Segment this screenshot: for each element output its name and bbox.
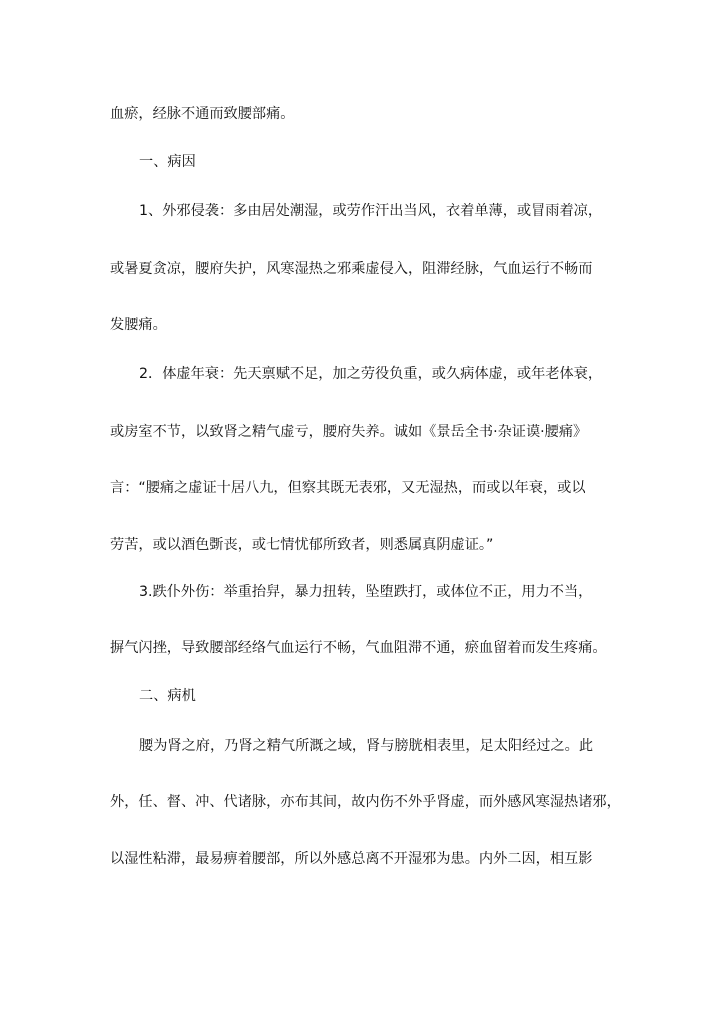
text-line: 或房室不节，以致肾之精气虚亏，腰府失养。诚如《景岳全书·杂证谟·腰痛》 bbox=[110, 424, 588, 440]
text-line: 3.跌仆外伤：举重抬舁，暴力扭转，坠堕跌打，或体位不正，用力不当， bbox=[139, 584, 593, 600]
text-line: 摒气闪挫，导致腰部经络气血运行不畅，气血阻滞不通，瘀血留着而发生疼痛。 bbox=[110, 640, 607, 656]
text-line: 以湿性粘滞，最易痹着腰部，所以外感总离不开湿邪为患。内外二因，相互影 bbox=[110, 851, 593, 867]
text-line: 血瘀，经脉不通而致腰部痛。 bbox=[110, 106, 295, 122]
text-line: 1、外邪侵袭：多由居处潮湿，或劳作汗出当风，衣着单薄，或冒雨着凉， bbox=[139, 203, 603, 219]
text-line: 言：“腰痛之虚证十居八九，但察其既无表邪，又无湿热，而或以年衰，或以 bbox=[110, 480, 586, 496]
text-line: 外，任、督、冲、代诸脉，亦布其间，故内伤不外乎肾虚，而外感风寒湿热诸邪， bbox=[110, 794, 621, 810]
section-heading: 二、病机 bbox=[139, 688, 196, 704]
text-line: 发腰痛。 bbox=[110, 317, 167, 333]
text-line: 劳苦，或以酒色斲丧，或七情忧郁所致者，则悉属真阴虚证。” bbox=[110, 537, 494, 553]
section-heading: 一、病因 bbox=[139, 154, 196, 170]
text-line: 腰为肾之府，乃肾之精气所溉之域，肾与膀胱相表里，足太阳经过之。此 bbox=[139, 738, 594, 754]
text-line: 2．体虚年衰：先天禀赋不足，加之劳役负重，或久病体虚，或年老体衰， bbox=[139, 366, 603, 382]
text-line: 或暑夏贪凉，腰府失护，风寒湿热之邪乘虚侵入，阻滞经脉，气血运行不畅而 bbox=[110, 261, 593, 277]
